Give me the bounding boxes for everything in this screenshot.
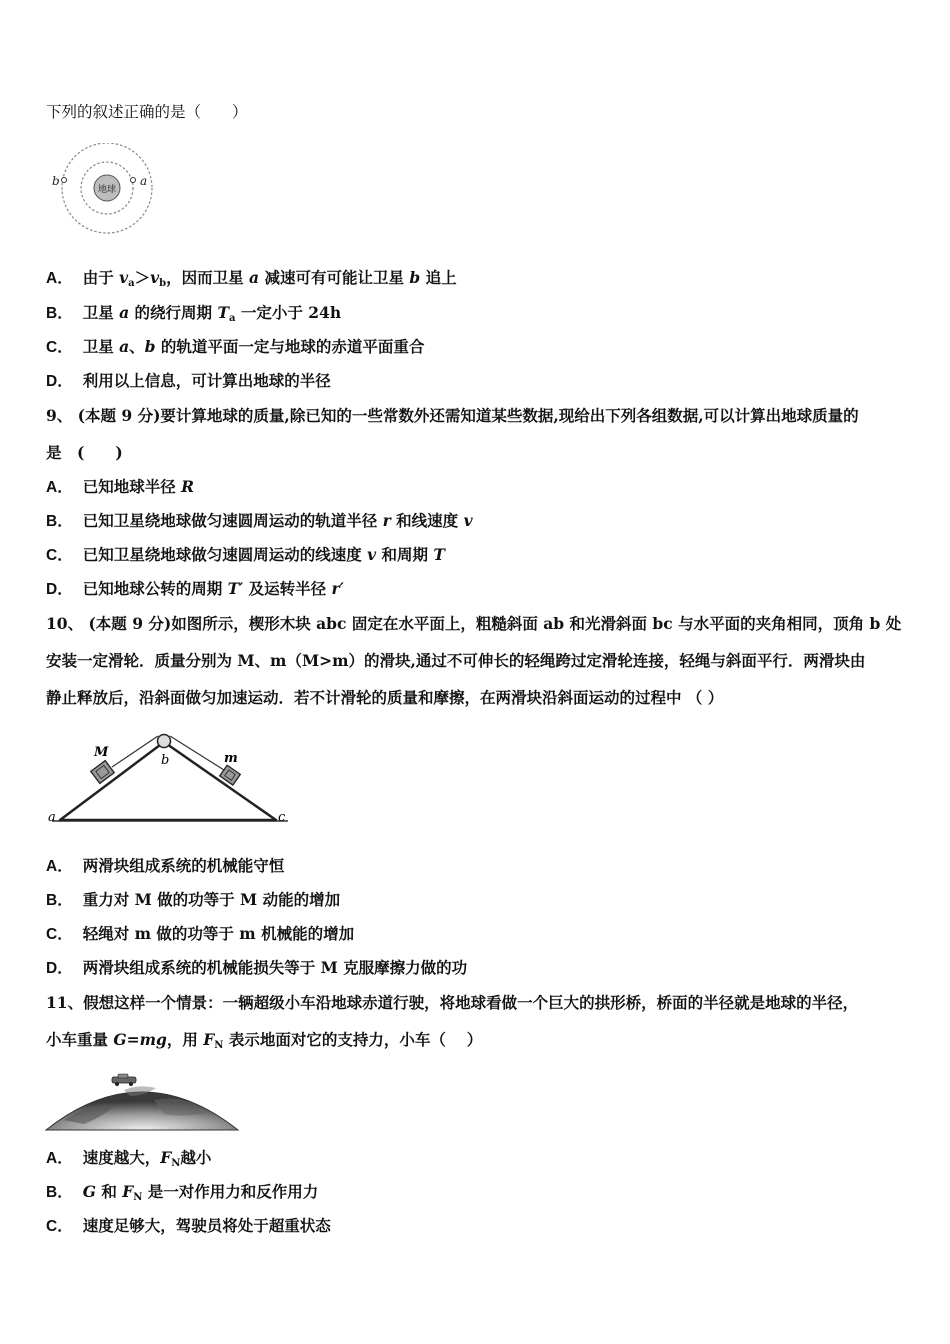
q11-option-c: C． 速度足够大，驾驶员将处于超重状态 bbox=[46, 1216, 331, 1235]
orbit-figure bbox=[50, 143, 162, 235]
pulley bbox=[158, 735, 171, 748]
satellite-b bbox=[62, 178, 67, 183]
earth-arc bbox=[46, 1092, 238, 1130]
satellite-b-label: b bbox=[52, 174, 60, 188]
block-M bbox=[91, 761, 114, 784]
label-b: b bbox=[161, 753, 170, 768]
label-m: m bbox=[224, 751, 238, 766]
q9-option-c: C． 已知卫星绕地球做匀速圆周运动的线速度 v 和周期 T bbox=[46, 545, 445, 564]
q10-stem-line2: 安装一定滑轮．质量分别为 M、m（M>m）的滑块,通过不可伸长的轻绳跨过定滑轮连接，轻绳与斜面平行．两滑块由 bbox=[46, 651, 866, 670]
label-a: a bbox=[48, 810, 56, 825]
q10-option-d: D． 两滑块组成系统的机械能损失等于 M 克服摩擦力做的功 bbox=[46, 958, 468, 977]
q9-option-b: B． 已知卫星绕地球做匀速圆周运动的轨道半径 r 和线速度 v bbox=[46, 511, 473, 530]
label-M: M bbox=[94, 745, 109, 760]
label-c: c bbox=[278, 810, 286, 825]
q8-option-b: B． 卫星 a 的绕行周期 $T_a$ 一定小于 24h bbox=[46, 303, 342, 324]
q8-option-d: D． 利用以上信息，可计算出地球的半径 bbox=[46, 371, 331, 390]
q11-option-a: A． 速度越大，$F_N$越小 bbox=[46, 1148, 212, 1169]
satellite-a bbox=[131, 178, 136, 183]
earth-bridge-figure bbox=[44, 1060, 240, 1132]
q10-option-b: B． 重力对 M 做的功等于 M 动能的增加 bbox=[46, 890, 341, 909]
q10-option-a: A． 两滑块组成系统的机械能守恒 bbox=[46, 856, 285, 875]
q9-option-a: A． 已知地球半径 R bbox=[46, 477, 194, 496]
wedge-figure bbox=[44, 722, 294, 832]
q10-stem-line3: 静止释放后，沿斜面做匀加速运动．若不计滑轮的质量和摩擦，在两滑块沿斜面运动的过程中 （ ） bbox=[46, 688, 724, 707]
q9-option-d: D． 已知地球公转的周期 T′ 及运转半径 r′ bbox=[46, 579, 344, 598]
question-intro: 下列的叙述正确的是（ ） bbox=[46, 103, 248, 121]
q8-option-a: A． 由于 $v_a>v_b$，因而卫星 a 减速可有可能让卫星 b 追上 bbox=[46, 268, 457, 289]
q11-stem-line1: 11、假想这样一个情景：一辆超级小车沿地球赤道行驶，将地球看做一个巨大的拱形桥，桥面的半径就是地球的半径， bbox=[46, 993, 859, 1012]
q10-option-c: C． 轻绳对 m 做的功等于 m 机械能的增加 bbox=[46, 924, 355, 943]
q10-stem-line1: 10、 (本题 9 分)如图所示，楔形木块 abc 固定在水平面上，粗糙斜面 ab 和光滑斜面 bc 与水平面的夹角相同，顶角 b 处 bbox=[46, 614, 902, 633]
q9-stem-line2: 是 ( ) bbox=[46, 443, 123, 462]
q11-option-b: B． G 和 $F_N$ 是一对作用力和反作用力 bbox=[46, 1182, 319, 1203]
earth-label: 地球 bbox=[97, 185, 117, 195]
q9-stem-line1: 9、 (本题 9 分)要计算地球的质量,除已知的一些常数外还需知道某些数据,现给出下列各组数据,可以计算出地球质量的 bbox=[46, 406, 859, 425]
q11-stem-line2: 小车重量 G=mg，用 $F_N$ 表示地面对它的支持力，小车（ ） bbox=[46, 1030, 483, 1051]
super-car bbox=[112, 1074, 136, 1086]
satellite-a-label: a bbox=[140, 174, 148, 188]
q8-option-c: C． 卫星 a、b 的轨道平面一定与地球的赤道平面重合 bbox=[46, 337, 425, 356]
